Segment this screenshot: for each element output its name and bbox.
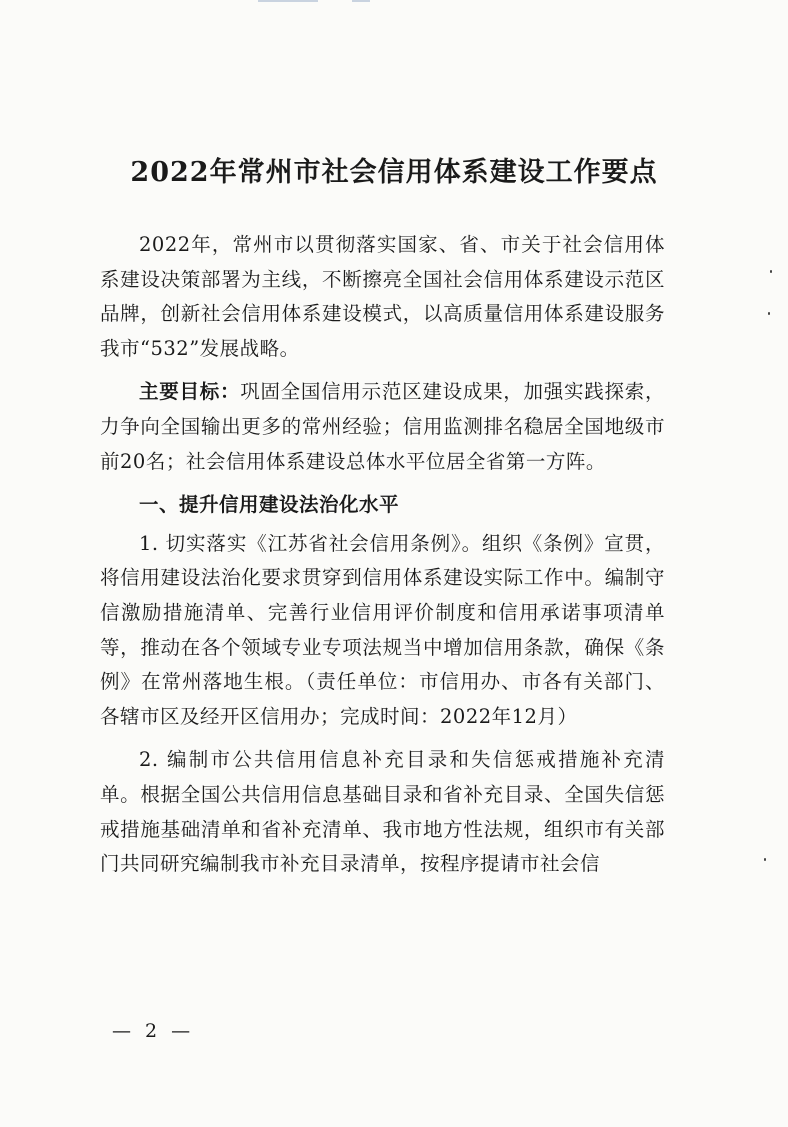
- document-body: [100, 228, 665, 891]
- scan-speck: [764, 858, 766, 861]
- item-2: 2. 编制市公共信用信息补充目录和失信惩戒措施补充清单。根据全国公共信用信息基础目录和省补充目录、全国失信惩戒措施基础清单和省补充清单、我市地方性法规，组织市有关部门共同研究编制我市补充目录清单，按程序提请市社会信: [100, 748, 665, 876]
- scan-mark: [258, 0, 318, 2]
- intro-paragraph: 2022年，常州市以贯彻落实国家、省、市关于社会信用体系建设决策部署为主线，不断擦亮全国社会信用体系建设示范区品牌，创新社会信用体系建设模式，以高质量信用体系建设服务我市“532”发展战略。: [100, 233, 665, 360]
- goals-paragraph: [100, 375, 665, 479]
- goals-text: 巩固全国信用示范区建设成果，加强实践探索，力争向全国输出更多的常州经验；信用监测排名稳居全国地级市前20名；社会信用体系建设总体水平位居全省第一方阵。: [100, 380, 665, 473]
- scan-speck: [770, 270, 772, 273]
- scan-mark: [352, 0, 370, 2]
- item-1: 1. 切实落实《江苏省社会信用条例》。组织《条例》宣贯，将信用建设法治化要求贯穿到信用体系建设实际工作中。编制守信激励措施清单、完善行业信用评价制度和信用承诺事项清单等，推动在各个领域专业专项法规当中增加信用条款，确保《条例》在常州落地生根。（责任单位：市信用办、市各有关部门、各辖市区及经开区信用办；完成时间：2022年12月）: [100, 531, 665, 728]
- document-title: 2022年常州市社会信用体系建设工作要点: [130, 157, 658, 188]
- scan-speck: [768, 312, 770, 315]
- goals-label: 主要目标：: [139, 380, 241, 404]
- section-heading: 一、提升信用建设法治化水平: [139, 493, 400, 517]
- page-number: — 2 —: [112, 1020, 195, 1042]
